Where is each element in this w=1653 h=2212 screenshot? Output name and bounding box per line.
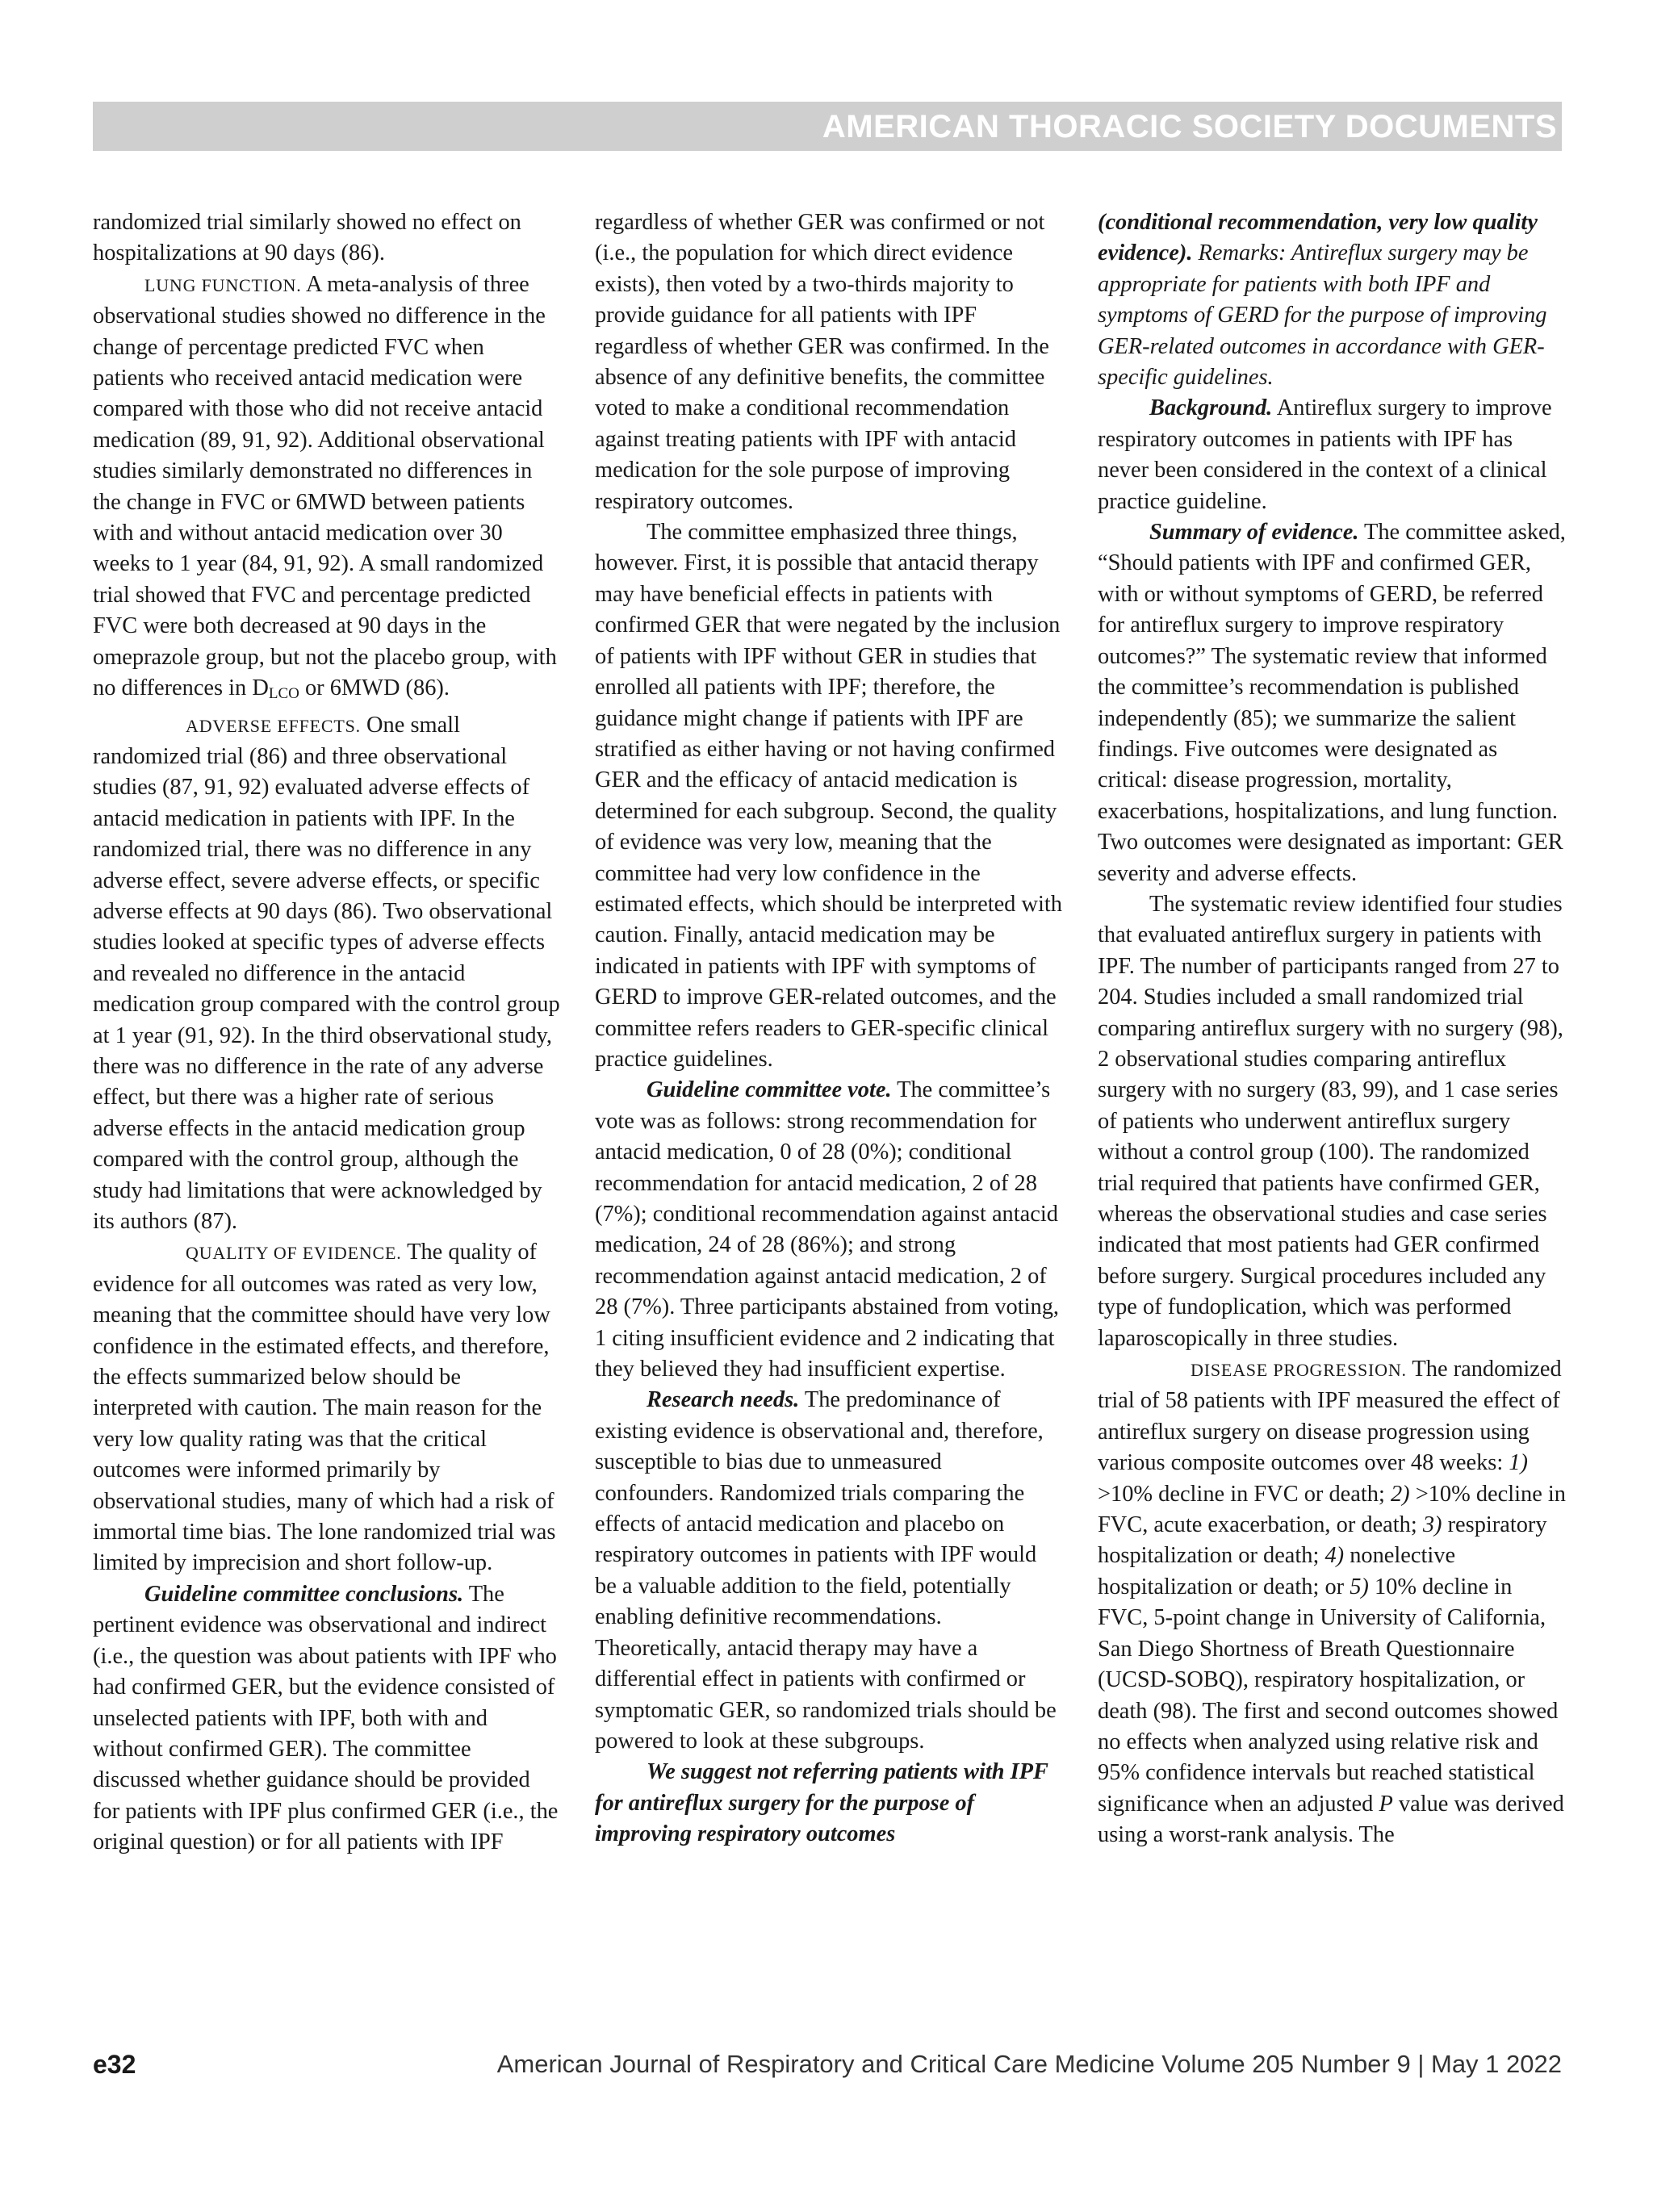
- heading-research-needs: Research needs.: [647, 1387, 800, 1413]
- paragraph-committee-vote: Guideline committee vote. The committee’s vote was as follows: strong recommendation for antacid medication, 0 of 28 (0%); conditional recommendation for antacid medication, 2 of 28 (7%); conditional recommendation against antacid medication, 24 of 28 (86%); and strong recommendation against antacid medication, 2 of 28 (7%). Three participants abstained from voting, 1 citing insufficient evidence and 2 indicating that they believed they had insufficient expertise.: [595, 1077, 1060, 1382]
- heading-committee-vote: Guideline committee vote.: [647, 1077, 892, 1103]
- heading-adverse-effects: ADVERSE EFFECTS.: [186, 715, 361, 736]
- running-header-bar: [93, 102, 1562, 151]
- recommendation-remarks: Remarks: Antireflux surgery may be appropriate for patients with both IPF and symptoms of GERD for the purpose of improving GER-related outcomes in accordance with GER-specific guidelines.: [1098, 240, 1547, 391]
- heading-quality-of-evidence: QUALITY OF EVIDENCE.: [186, 1243, 402, 1264]
- paragraph-quality-of-evidence: QUALITY OF EVIDENCE. The quality of evidence for all outcomes was rated as very low, meaning that the committee should have very low confidence in the estimated effects, and therefore, the effects summarized below should be interpreted with caution. The main reason for the very low quality rating was that the critical outcomes were informed primarily by observational studies, many of which had a risk of immortal time bias. The lone randomized trial was limited by imprecision and short follow-up.: [93, 1240, 556, 1576]
- paragraph-adverse-effects: ADVERSE EFFECTS. One small randomized trial (86) and three observational studies (87, 91, 92) evaluated adverse effects of antacid medication in patients with IPF. In the randomized trial, there was no difference in any adverse effect, severe adverse effects, or specific adverse effects at 90 days (86). Two observational studies looked at specific types of adverse effects and revealed no difference in the antacid medication group compared with the control group at 1 year (91, 92). In the third observational study, there was no difference in the rate of any adverse effect, but there was a higher rate of serious adverse effects in the antacid medication group compared with the control group, although the study had limitations that were acknowledged by its authors (87).: [93, 712, 560, 1234]
- paragraph-background: Background. Antireflux surgery to improve respiratory outcomes in patients with IPF has never been considered in the context of a clinical practice guideline.: [1098, 395, 1552, 514]
- paragraph-lung-function: LUNG FUNCTION. A meta-analysis of three observational studies showed no difference in the change of percentage predicted FVC when patients who received antacid medication were compared with those who did not receive antacid medication (89, 91, 92). Additional observational studies similarly demonstrated no differences in the change in FVC or 6MWD between patients with and without antacid medication over 30 weeks to 1 year (84, 91, 92). A small randomized trial showed that FVC and percentage predicted FVC were both decreased at 90 days in the omeprazole group, but not the placebo group, with no differences in $D_{LCO}$ or 6MWD (86).: [93, 271, 557, 703]
- dlco-subscript: LCO: [268, 685, 299, 703]
- paragraph-committee-emphasis: The committee emphasized three things, however. First, it is possible that antacid therapy may have beneficial effects in patients with confirmed GER that were negated by the inclusion of patients with IPF without GER in studies that enrolled all patients with IPF; therefore, the guidance might change if patients with IPF are stratified as either having or not having confirmed GER and the efficacy of antacid medication is determined for each subgroup. Second, the quality of evidence was very low, meaning that the committee had very low confidence in the estimated effects, which should be interpreted with caution. Finally, antacid medication may be indicated in patients with IPF with symptoms of GERD to improve GER-related outcomes, and the committee refers readers to GER-specific clinical practice guidelines.: [595, 520, 1062, 1072]
- heading-lung-function: LUNG FUNCTION.: [144, 274, 302, 295]
- page-footer: [93, 2048, 1562, 2084]
- paragraph-recommendation-continued: [1098, 207, 1566, 393]
- text-column-1: [93, 207, 561, 1859]
- journal-citation: American Journal of Respiratory and Critical Care Medicine Volume 205 Number 9 | May 1 2022: [496, 2050, 1562, 2078]
- paragraph-hospitalization-end: randomized trial similarly showed no effect on hospitalizations at 90 days (86).: [93, 210, 521, 266]
- paragraph-summary-of-evidence: Summary of evidence. The committee asked, “Should patients with IPF and confirmed GER, with or without symptoms of GERD, be referred for antireflux surgery to improve respiratory outcomes?” The systematic review that informed the committee’s recommendation is published independently (85); we summarize the salient findings. Five outcomes were designated as critical: disease progression, mortality, exacerbations, hospitalizations, and lung function. Two outcomes were designated as important: GER severity and adverse effects.: [1098, 520, 1566, 886]
- heading-summary-of-evidence: Summary of evidence.: [1149, 520, 1359, 546]
- paragraph-recommendation: [595, 1757, 1063, 1850]
- heading-disease-progression: DISEASE PROGRESSION.: [1191, 1360, 1407, 1381]
- paragraph-conclusions-continued: regardless of whether GER was confirmed or not (i.e., the population for which direct evidence exists), then voted by a two-thirds majority to provide guidance for all patients with IPF regardless of whether GER was confirmed. In the absence of any definitive benefits, the committee voted to make a conditional recommendation against treating patients with IPF with antacid medication for the sole purpose of improving respiratory outcomes.: [595, 210, 1049, 514]
- text-column-2: [595, 207, 1063, 1850]
- running-header-title: AMERICAN THORACIC SOCIETY DOCUMENTS: [822, 109, 1557, 144]
- text-column-3: [1098, 207, 1566, 1851]
- paragraph-systematic-review: The systematic review identified four studies that evaluated antireflux surgery in patients with IPF. The number of participants ranged from 27 to 204. Studies included a small randomized trial comparing antireflux surgery with no surgery (98), 2 observational studies comparing antireflux surgery with no surgery (83, 99), and 1 case series of patients who underwent antireflux surgery without a control group (100). The randomized trial required that patients have confirmed GER, whereas the observational studies and case series indicated that most patients had GER confirmed before surgery. Surgical procedures included any type of fundoplication, which was performed laparoscopically in three studies.: [1098, 891, 1563, 1351]
- heading-background: Background.: [1149, 395, 1273, 421]
- recommendation-statement: We suggest not referring patients with IPF for antireflux surgery for the purpose of improving respiratory outcomes: [595, 1759, 1048, 1847]
- paragraph-research-needs: Research needs. The predominance of existing evidence is observational and, therefore, susceptible to bias due to unmeasured confounders. Randomized trials comparing the effects of antacid medication and placebo on respiratory outcomes in patients with IPF would be a valuable addition to the field, potentially enabling definitive recommendations. Theoretically, antacid therapy may have a differential effect in patients with confirmed or symptomatic GER, so randomized trials should be powered to look at these subgroups.: [595, 1387, 1057, 1754]
- recommendation-grade: (conditional recommendation, very low quality evidence).: [1098, 210, 1538, 266]
- heading-committee-conclusions: Guideline committee conclusions.: [144, 1581, 464, 1607]
- page-number: e32: [93, 2050, 136, 2079]
- paragraph-committee-conclusions: Guideline committee conclusions. The pertinent evidence was observational and indirect (i.e., the question was about patients with IPF who had confirmed GER, but the evidence consisted of unselected patients with IPF, both with and without confirmed GER). The committee discussed whether guidance should be provided for patients with IPF plus confirmed GER (i.e., the original question) or for all patients with IPF: [93, 1581, 559, 1855]
- paragraph-disease-progression: DISEASE PROGRESSION. The randomized trial of 58 patients with IPF measured the effect of antireflux surgery on disease progression using various composite outcomes over 48 weeks: 1) >10% decline in FVC or death; 2) >10% decline in FVC, acute exacerbation, or death; 3) respiratory hospitalization or death; 4) nonelective hospitalization or death; or 5) 10% decline in FVC, 5-point change in University of California, San Diego Shortness of Breath Questionnaire (UCSD-SOBQ), respiratory hospitalization, or death (98). The first and second outcomes showed no effects when analyzed using relative risk and 95% confidence intervals but reached statistical significance when an adjusted P value was derived using a worst-rank analysis. The: [1098, 1357, 1566, 1848]
